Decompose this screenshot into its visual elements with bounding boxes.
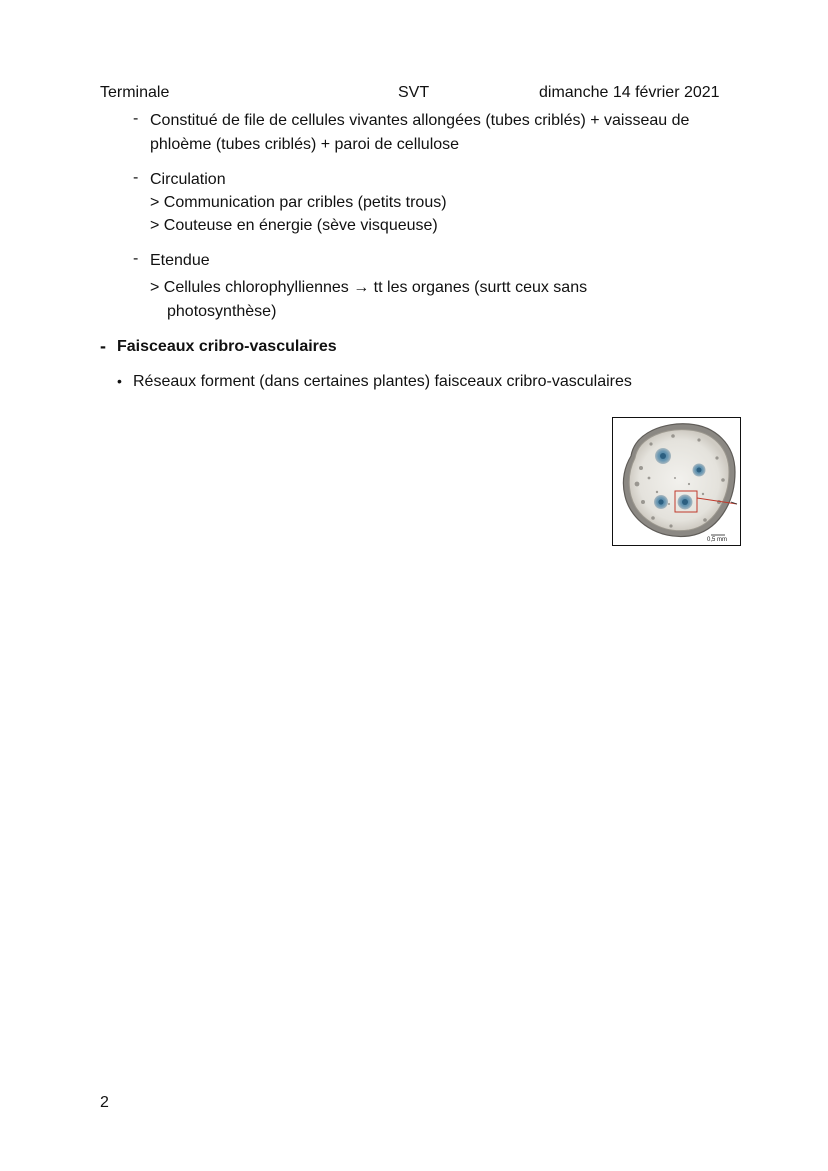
dash-marker: - bbox=[133, 250, 139, 267]
page-number: 2 bbox=[100, 1094, 109, 1111]
header-subject: SVT bbox=[398, 84, 430, 101]
circulation-sub-1: > Communication par cribles (petits trous) bbox=[150, 194, 447, 211]
etendue-sub-2: photosynthèse) bbox=[167, 303, 277, 320]
constitue-line-2: phloème (tubes criblés) + paroi de cellulose bbox=[150, 136, 460, 153]
cross-section-drawing bbox=[613, 418, 739, 544]
dash-marker: - bbox=[133, 169, 139, 186]
bullet-text: Réseaux forment (dans certaines plantes) faisceaux cribro-vasculaires bbox=[133, 373, 632, 390]
constitue-line-1: Constitué de file de cellules vivantes allongées (tubes criblés) + vaisseau de bbox=[150, 112, 690, 129]
section-title: Faisceaux cribro-vasculaires bbox=[117, 338, 337, 355]
circulation-title: Circulation bbox=[150, 171, 226, 188]
circulation-sub-2: > Couteuse en énergie (sève visqueuse) bbox=[150, 217, 438, 234]
header-class: Terminale bbox=[100, 84, 170, 101]
header-date: dimanche 14 février 2021 bbox=[539, 84, 720, 101]
etendue-sub-1: > Cellules chlorophylliennes → tt les organes (surtt ceux sans bbox=[150, 279, 588, 296]
etendue-title: Etendue bbox=[150, 252, 210, 269]
bullet-icon: • bbox=[117, 373, 122, 389]
stem-cross-section-image bbox=[612, 417, 741, 546]
dash-marker: - bbox=[133, 110, 139, 127]
section-dash: - bbox=[100, 336, 106, 356]
scale-label: 0,5 mm bbox=[706, 537, 727, 543]
